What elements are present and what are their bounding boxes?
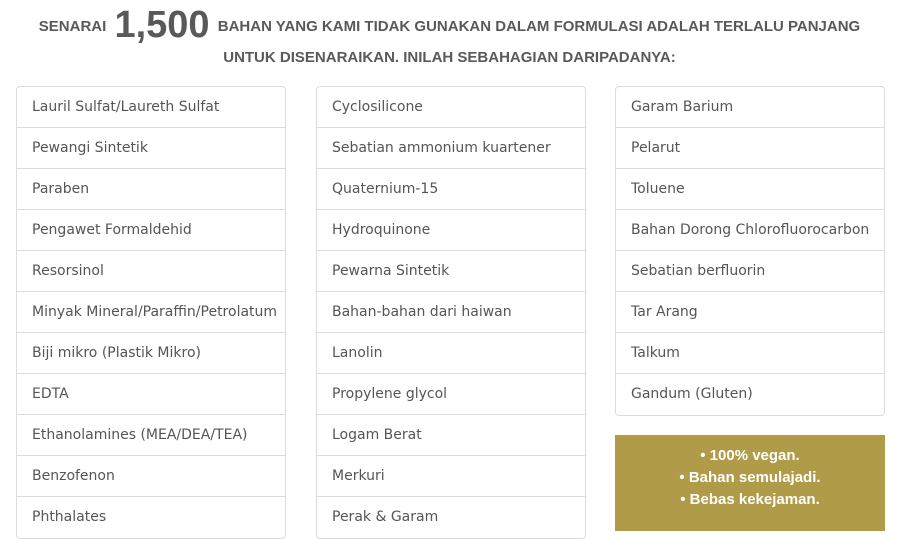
list-item: Paraben xyxy=(17,169,285,210)
list-item: Benzofenon xyxy=(17,456,285,497)
page-heading xyxy=(0,4,899,76)
list-item: Biji mikro (Plastik Mikro) xyxy=(17,333,285,374)
list-item: Quaternium-15 xyxy=(317,169,585,210)
list-item: Ethanolamines (MEA/DEA/TEA) xyxy=(17,415,285,456)
ingredient-list-column-3 xyxy=(615,86,885,416)
list-item: Pewangi Sintetik xyxy=(17,128,285,169)
ingredient-list-column-2 xyxy=(316,86,586,539)
list-item: Talkum xyxy=(616,333,884,374)
list-item: Cyclosilicone xyxy=(317,87,585,128)
list-item: Garam Barium xyxy=(616,87,884,128)
list-item: Propylene glycol xyxy=(317,374,585,415)
list-item: Resorsinol xyxy=(17,251,285,292)
list-item: Gandum (Gluten) xyxy=(631,386,753,402)
list-item: Sebatian berfluorin xyxy=(616,251,884,292)
list-item: Hydroquinone xyxy=(317,210,585,251)
list-item: Logam Berat xyxy=(317,415,585,456)
list-item: Phthalates xyxy=(32,509,107,525)
feature-natural: • Bahan semulajadi. xyxy=(679,469,821,486)
list-item: Lauril Sulfat/Laureth Sulfat xyxy=(17,87,285,128)
list-item: Tar Arang xyxy=(616,292,884,333)
list-item: EDTA xyxy=(17,374,285,415)
heading-suffix: BAHAN YANG KAMI TIDAK GUNAKAN DALAM FORMULASI ADALAH TERLALU PANJANG xyxy=(217,18,861,35)
list-item: Perak & Garam xyxy=(332,509,439,525)
feature-vegan: • 100% vegan. xyxy=(700,447,800,464)
feature-cruelty-free: • Bebas kekejaman. xyxy=(680,491,820,508)
list-item: Pelarut xyxy=(616,128,884,169)
list-item: Toluene xyxy=(616,169,884,210)
list-item: Bahan Dorong Chlorofluorocarbon xyxy=(616,210,884,251)
heading-prefix: SENARAI xyxy=(38,18,107,35)
heading-line-2: UNTUK DISENARAIKAN. INILAH SEBAHAGIAN DARIPADANYA: xyxy=(223,49,676,66)
list-item: Bahan-bahan dari haiwan xyxy=(317,292,585,333)
list-item: Merkuri xyxy=(317,456,585,497)
heading-line-1 xyxy=(0,4,899,46)
list-item: Minyak Mineral/Paraffin/Petrolatum xyxy=(17,292,285,333)
ingredient-list-column-1 xyxy=(16,86,286,539)
list-item: Pengawet Formaldehid xyxy=(17,210,285,251)
list-item: Pewarna Sintetik xyxy=(317,251,585,292)
product-features-box xyxy=(615,435,885,531)
list-item: Sebatian ammonium kuartener xyxy=(317,128,585,169)
list-item: Lanolin xyxy=(317,333,585,374)
heading-count: 1,500 xyxy=(114,4,210,46)
